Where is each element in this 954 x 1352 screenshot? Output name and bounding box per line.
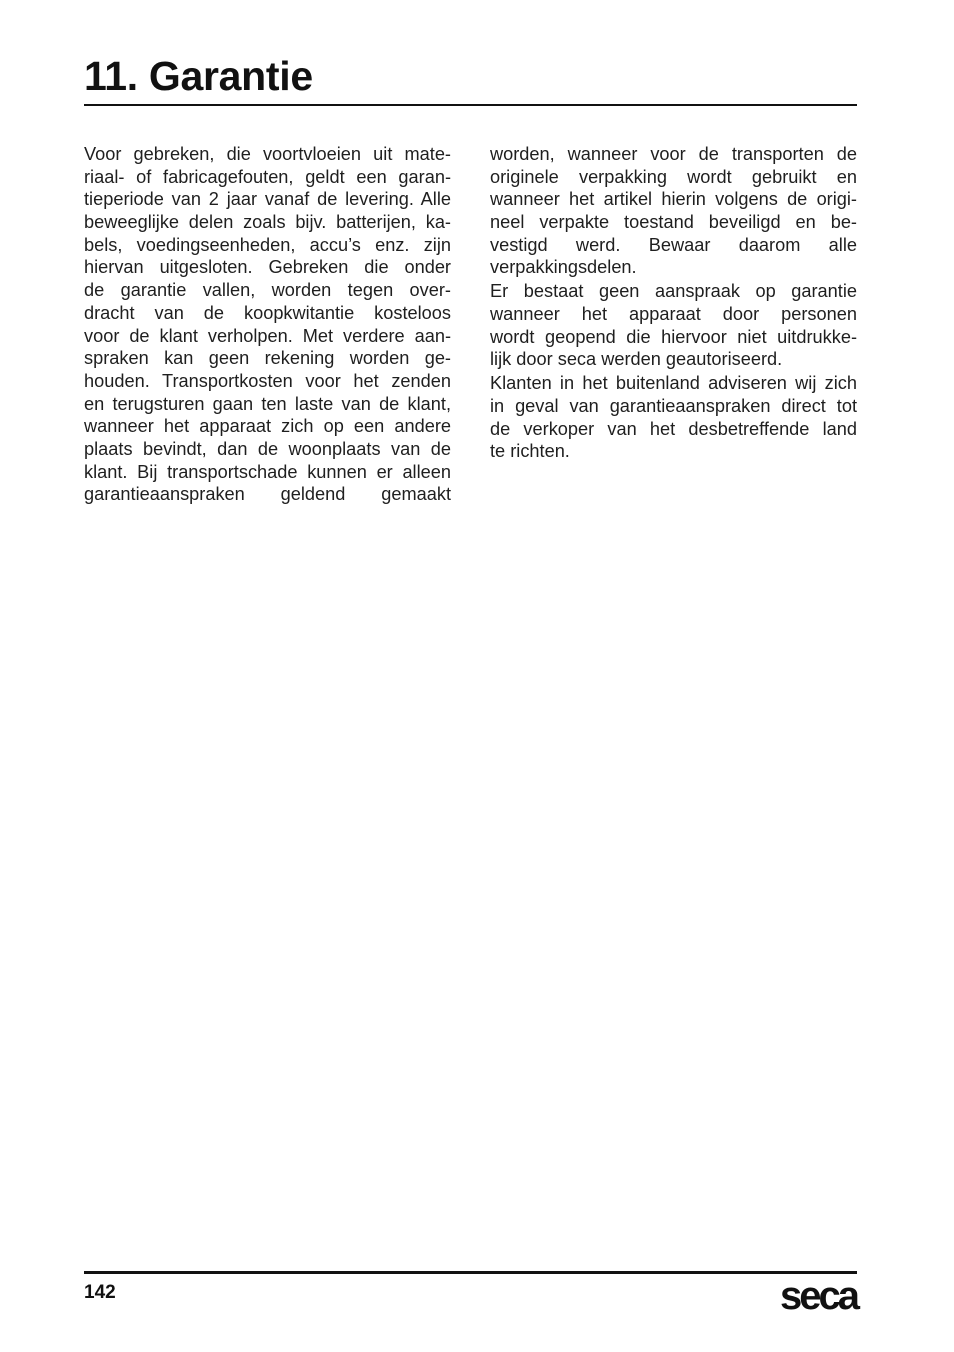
- text-line: garantieaanspraken geldend gemaakt: [84, 484, 451, 505]
- text-column-left: [84, 143, 451, 506]
- text-line: klant. Bij transportschade kunnen er alleen: [84, 461, 451, 482]
- text-column-right: [490, 143, 857, 463]
- text-line: riaal- of fabricagefouten, geldt een garan-: [84, 166, 451, 187]
- text-line: wanneer het apparaat door personen: [490, 304, 857, 324]
- text-line: wanneer het artikel hierin volgens de origi-: [490, 189, 857, 210]
- text-line: originele verpakking wordt gebruikt en: [490, 166, 857, 187]
- text-line: vestigd werd. Bewaar daarom alle: [490, 234, 857, 255]
- text-line: dracht van de koopkwitantie kosteloos: [84, 302, 451, 323]
- text-line: tieperiode van 2 jaar vanaf de levering. Alle: [84, 189, 451, 210]
- text-line: beweeglijke delen zoals bijv. batterijen, ka-: [84, 212, 451, 233]
- text-line: bels, voedingseenheden, accu’s enz. zijn: [84, 234, 451, 255]
- title-divider: [84, 104, 857, 106]
- text-line: worden, wanneer voor de transporten de: [490, 144, 857, 164]
- text-line: wanneer het apparaat zich op een andere: [84, 416, 451, 437]
- text-line: Er bestaat geen aanspraak op garantie: [490, 281, 857, 302]
- text-line: hiervan uitgesloten. Gebreken die onder: [84, 257, 451, 278]
- text-line: houden. Transportkosten voor het zenden: [84, 370, 451, 391]
- text-line: Klanten in het buitenland adviseren wij zich: [490, 373, 857, 394]
- text-line: plaats bevindt, dan de woonplaats van de: [84, 438, 451, 459]
- text-line: in geval van garantieaanspraken direct tot: [490, 395, 857, 416]
- footer-divider: [84, 1271, 857, 1274]
- text-line: verpakkingsdelen.: [490, 257, 637, 278]
- paragraph-packaging: [490, 143, 857, 279]
- text-line: te richten.: [490, 441, 570, 462]
- text-line: de verkoper van het desbetreffende land: [490, 418, 857, 439]
- text-line: de garantie vallen, worden tegen over-: [84, 280, 451, 301]
- text-line: en terugsturen gaan ten laste van de klant,: [84, 393, 451, 414]
- text-line: lijk door seca werden geautoriseerd.: [490, 349, 783, 370]
- text-line: spraken kan geen rekening worden ge-: [84, 348, 451, 369]
- seca-logo: seca: [780, 1274, 857, 1318]
- text-line: voor de klant verholpen. Met verdere aan-: [84, 325, 451, 346]
- text-line: Voor gebreken, die voortvloeien uit mate-: [84, 144, 451, 164]
- text-line: neel verpakte toestand beveiligd en be-: [490, 212, 857, 233]
- paragraph-abroad: [490, 372, 857, 463]
- page-title: 11. Garantie: [84, 53, 313, 99]
- paragraph-no-claim: [490, 280, 857, 371]
- text-line: wordt geopend die hiervoor niet uitdrukke-: [490, 326, 857, 347]
- page-number: 142: [84, 1282, 116, 1303]
